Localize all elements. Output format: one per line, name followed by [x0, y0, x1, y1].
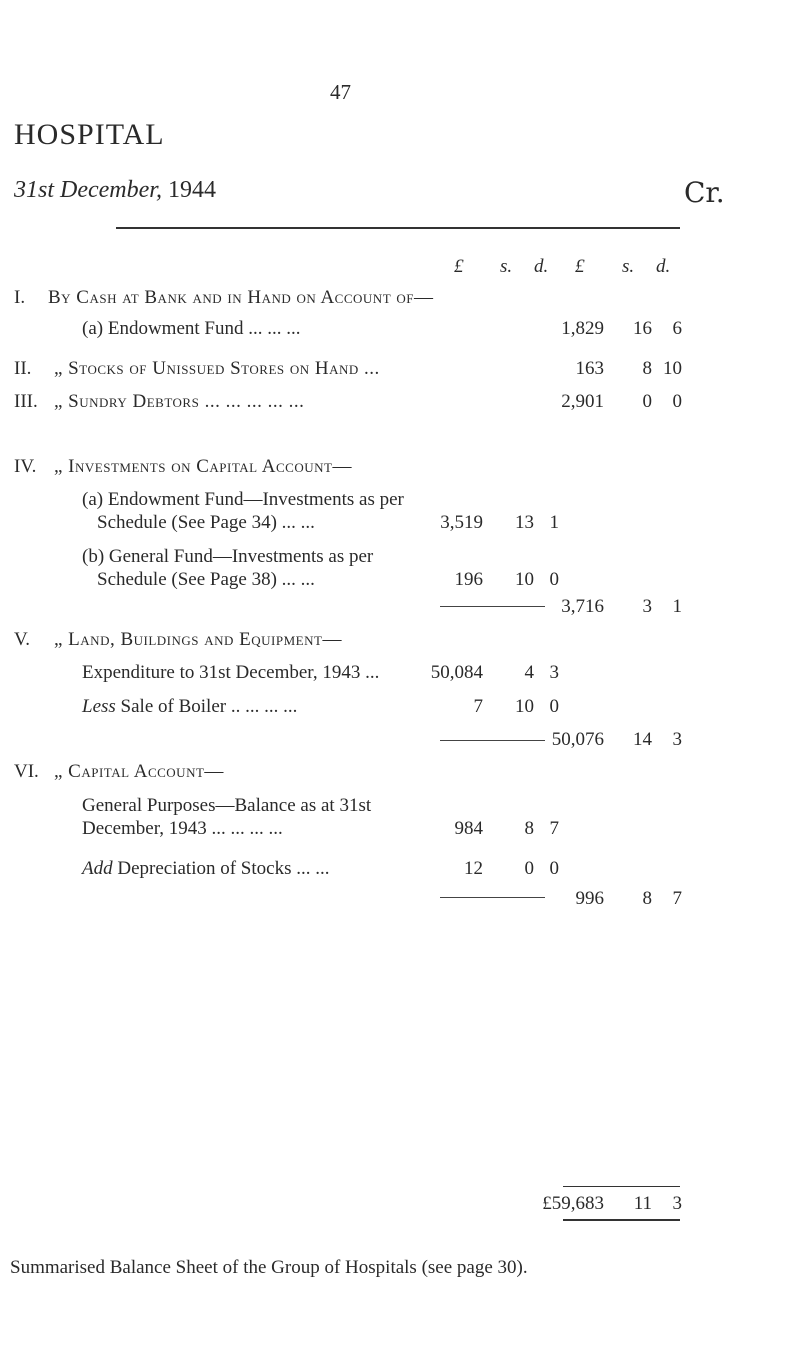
- grand-total-pounds: £59,683: [542, 1193, 604, 1214]
- col2-pence-heading: d.: [656, 256, 671, 277]
- item-vi-line1: General Purposes—Balance as at 31st: [82, 795, 372, 816]
- item-iv-total-shillings: 3: [642, 596, 652, 617]
- item-v-line1-pounds: 50,084: [430, 662, 483, 683]
- item-i-label: By Cash at Bank and in Hand on Account of—: [48, 287, 434, 308]
- item-v-numeral: V.: [14, 629, 31, 650]
- item-iv-sub-a-line2: Schedule (See Page 34) ... ...: [97, 512, 315, 533]
- item-v-line1: Expenditure to 31st December, 1943 ...: [82, 662, 380, 683]
- item-v-total-shillings: 14: [633, 729, 652, 750]
- item-v-line1-shillings: 4: [524, 662, 534, 683]
- item-vi-total-pence: 7: [672, 888, 682, 909]
- item-vi-total-shillings: 8: [642, 888, 652, 909]
- item-vi-subtotal-rule: [440, 897, 545, 898]
- item-vi-line2-pounds: 984: [454, 818, 483, 839]
- item-i-total-pounds: 1,829: [561, 318, 604, 339]
- item-vi-line3-pence: 0: [549, 858, 559, 879]
- item-v-subtotal-rule: [440, 740, 545, 741]
- item-iv-total-pounds: 3,716: [561, 596, 604, 617]
- item-vi-line3-shillings: 0: [524, 858, 534, 879]
- item-vi-label: „ Capital Account—: [54, 761, 224, 782]
- item-ii-label: „ Stocks of Unissued Stores on Hand ...: [54, 358, 380, 379]
- item-iv-sub-b-pounds: 196: [454, 569, 483, 590]
- item-i-total-pence: 6: [672, 318, 682, 339]
- col1-pence-heading: d.: [534, 256, 549, 277]
- item-i-sub-a: (a) Endowment Fund ... ... ...: [82, 318, 301, 339]
- item-v-total-pounds: 50,076: [551, 729, 604, 750]
- item-iv-sub-a-pounds: 3,519: [440, 512, 483, 533]
- statement-date: [14, 177, 216, 204]
- col2-pound-heading: £: [575, 256, 585, 277]
- date-italic: 31st December,: [14, 177, 162, 203]
- credit-side-label: Cr.: [684, 176, 725, 209]
- item-iv-numeral: IV.: [14, 456, 37, 477]
- item-iv-label: „ Investments on Capital Account—: [54, 456, 352, 477]
- item-iv-sub-b-pence: 0: [549, 569, 559, 590]
- grand-total-pence: 3: [672, 1193, 682, 1214]
- item-ii-total-pounds: 163: [575, 358, 604, 379]
- item-vi-line3-pounds: 12: [464, 858, 483, 879]
- item-vi-total-pounds: 996: [575, 888, 604, 909]
- item-v-line2: [82, 696, 297, 718]
- item-v-line1-pence: 3: [549, 662, 559, 683]
- item-v-less: Less: [82, 696, 116, 717]
- page-number: 47: [330, 80, 351, 104]
- item-ii-numeral: II.: [14, 358, 32, 379]
- col2-shillings-heading: s.: [622, 256, 635, 277]
- grand-total-top-rule: [563, 1186, 680, 1187]
- item-i-numeral: I.: [14, 287, 26, 308]
- item-v-total-pence: 3: [672, 729, 682, 750]
- item-iv-sub-a-line1: (a) Endowment Fund—Investments as per: [82, 489, 404, 510]
- item-vi-line3: [82, 858, 329, 880]
- item-iv-sub-b-line2: Schedule (See Page 38) ... ...: [97, 569, 315, 590]
- item-iii-total-shillings: 0: [642, 391, 652, 412]
- item-v-line2-rest: Sale of Boiler .. ... ... ...: [115, 696, 298, 717]
- footer-note: Summarised Balance Sheet of the Group of Hospitals (see page 30).: [10, 1257, 528, 1278]
- item-vi-add: Add: [82, 858, 113, 879]
- grand-total-double-rule: [563, 1219, 680, 1225]
- item-ii-total-shillings: 8: [642, 358, 652, 379]
- page-title: HOSPITAL: [14, 118, 165, 151]
- grand-total-shillings: 11: [633, 1193, 652, 1214]
- col1-shillings-heading: s.: [500, 256, 513, 277]
- item-v-line2-pence: 0: [549, 696, 559, 717]
- item-v-label: „ Land, Buildings and Equipment—: [54, 629, 342, 650]
- item-vi-line3-rest: Depreciation of Stocks ... ...: [112, 858, 330, 879]
- item-iv-total-pence: 1: [672, 596, 682, 617]
- item-vi-line2: December, 1943 ... ... ... ...: [82, 818, 283, 839]
- item-iv-sub-b-line1: (b) General Fund—Investments as per: [82, 546, 374, 567]
- item-iii-numeral: III.: [14, 391, 38, 412]
- item-iv-sub-a-pence: 1: [549, 512, 559, 533]
- item-ii-total-pence: 10: [663, 358, 682, 379]
- item-iv-sub-b-shillings: 10: [515, 569, 534, 590]
- item-iii-total-pence: 0: [672, 391, 682, 412]
- item-v-line2-pounds: 7: [473, 696, 483, 717]
- date-year: 1944: [161, 177, 216, 203]
- item-i-total-shillings: 16: [633, 318, 652, 339]
- item-iii-label: „ Sundry Debtors ... ... ... ... ...: [54, 391, 305, 412]
- header-rule: [116, 227, 680, 229]
- col1-pound-heading: £: [454, 256, 464, 277]
- item-v-line2-shillings: 10: [515, 696, 534, 717]
- item-iv-sub-a-shillings: 13: [515, 512, 534, 533]
- item-iii-total-pounds: 2,901: [561, 391, 604, 412]
- item-vi-line2-shillings: 8: [524, 818, 534, 839]
- item-vi-numeral: VI.: [14, 761, 39, 782]
- item-iv-subtotal-rule: [440, 606, 545, 607]
- item-vi-line2-pence: 7: [549, 818, 559, 839]
